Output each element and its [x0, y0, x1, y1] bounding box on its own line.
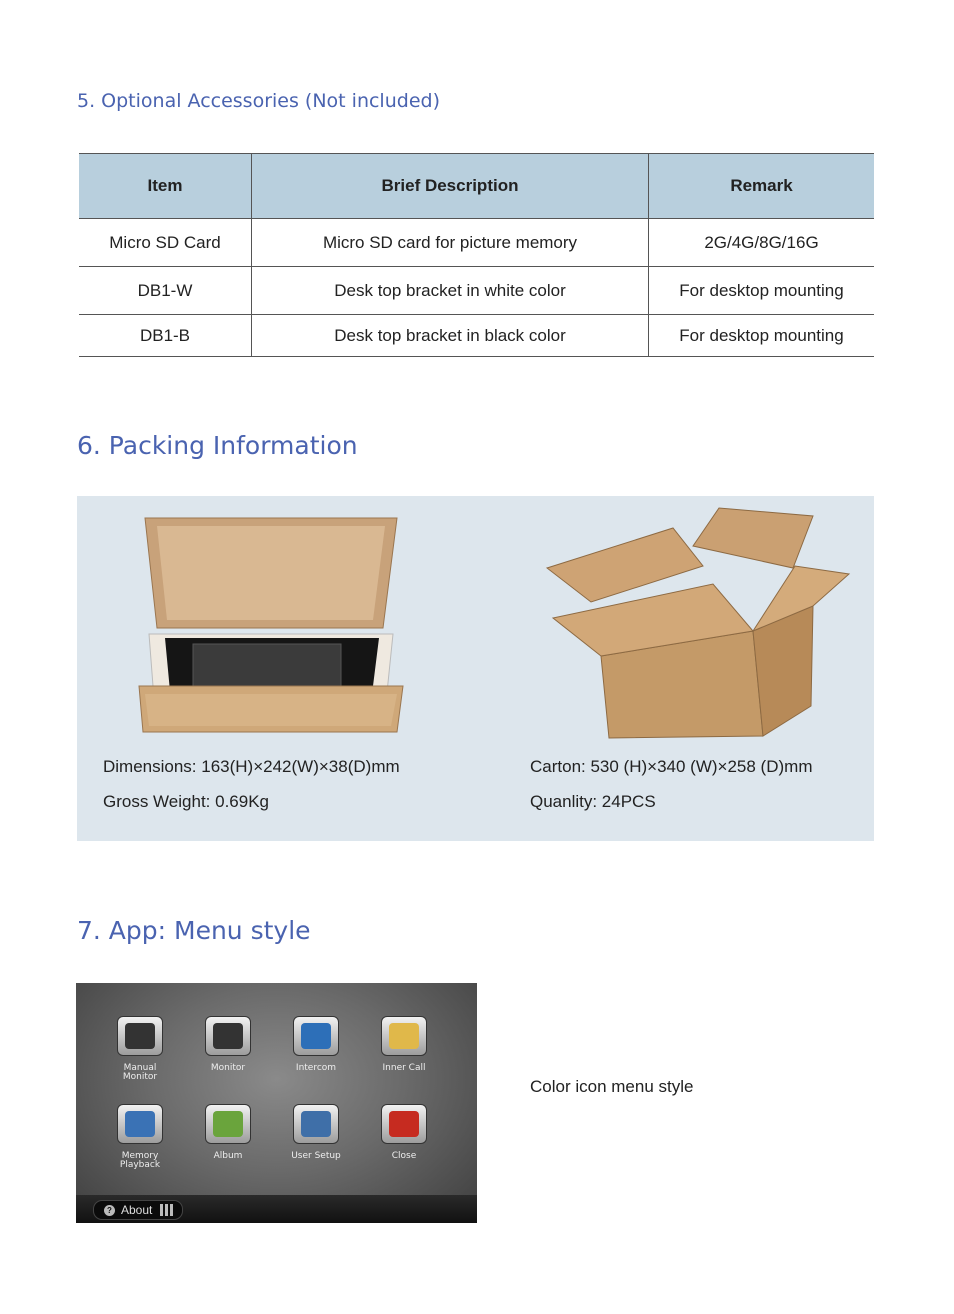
- about-button[interactable]: [93, 1200, 183, 1220]
- menu-screenshot: [76, 983, 477, 1223]
- carton-text: Carton: 530 (H)×340 (W)×258 (D)mm: [530, 757, 813, 776]
- bottom-bar: [76, 1195, 477, 1223]
- camera-icon: [205, 1016, 251, 1056]
- carton-image: [543, 506, 853, 741]
- col-header-description: Brief Description: [252, 154, 649, 219]
- app-intercom[interactable]: [286, 1016, 346, 1073]
- app-manual-monitor[interactable]: [110, 1016, 170, 1082]
- app-memory-playback[interactable]: [110, 1104, 170, 1170]
- table-row: [79, 267, 874, 315]
- cell-description: Desk top bracket in white color: [252, 267, 649, 315]
- grip-icon: [160, 1204, 173, 1216]
- app-label: Manual Monitor: [122, 1063, 158, 1082]
- packing-panel: [77, 496, 874, 841]
- app-album[interactable]: [198, 1104, 258, 1161]
- col-header-item: Item: [79, 154, 252, 219]
- app-label: User Setup: [291, 1151, 341, 1161]
- app-label: Close: [391, 1151, 417, 1161]
- album-icon: [205, 1104, 251, 1144]
- intercom-icon: [293, 1016, 339, 1056]
- gear-icon: [293, 1104, 339, 1144]
- app-label: Intercom: [295, 1063, 337, 1073]
- section-5-title: 5. Optional Accessories (Not included): [77, 90, 440, 112]
- camera-icon: [117, 1016, 163, 1056]
- product-box-image: [135, 516, 407, 736]
- table-header-row: [79, 154, 874, 219]
- cell-item: Micro SD Card: [79, 219, 252, 267]
- col-header-remark: Remark: [649, 154, 875, 219]
- app-inner-call[interactable]: [374, 1016, 434, 1073]
- cell-item: DB1-W: [79, 267, 252, 315]
- section-7-title: 7. App: Menu style: [77, 916, 311, 945]
- app-label: Memory Playback: [119, 1151, 161, 1170]
- help-icon: ?: [104, 1205, 115, 1216]
- about-label: About: [121, 1203, 153, 1217]
- app-label: Album: [213, 1151, 243, 1161]
- inner-call-icon: [381, 1016, 427, 1056]
- gross-weight-text: Gross Weight: 0.69Kg: [103, 792, 269, 811]
- app-user-setup[interactable]: [286, 1104, 346, 1161]
- table-row: [79, 219, 874, 267]
- app-label: Inner Call: [382, 1063, 426, 1073]
- cell-remark: For desktop mounting: [649, 267, 875, 315]
- playback-icon: [117, 1104, 163, 1144]
- quantity-text: Quanlity: 24PCS: [530, 792, 656, 811]
- cell-description: Micro SD card for picture memory: [252, 219, 649, 267]
- cell-remark: 2G/4G/8G/16G: [649, 219, 875, 267]
- section-6-title: 6. Packing Information: [77, 431, 358, 460]
- app-label: Monitor: [210, 1063, 246, 1073]
- app-close[interactable]: [374, 1104, 434, 1161]
- cell-item: DB1-B: [79, 315, 252, 357]
- cell-remark: For desktop mounting: [649, 315, 875, 357]
- power-icon: [381, 1104, 427, 1144]
- dimensions-text: Dimensions: 163(H)×242(W)×38(D)mm: [103, 757, 400, 776]
- table-row: [79, 315, 874, 357]
- menu-caption: Color icon menu style: [530, 1077, 694, 1096]
- app-monitor[interactable]: [198, 1016, 258, 1073]
- cell-description: Desk top bracket in black color: [252, 315, 649, 357]
- accessories-table: [79, 153, 874, 357]
